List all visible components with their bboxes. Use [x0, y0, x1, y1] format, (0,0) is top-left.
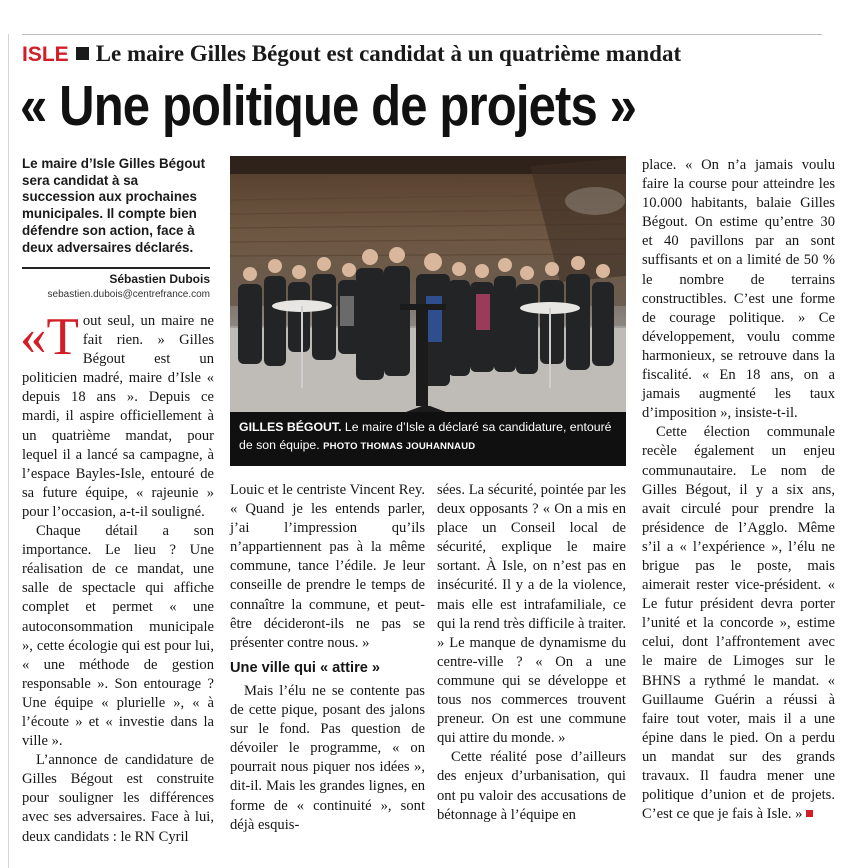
- rubric-label: ISLE: [22, 43, 69, 66]
- article-column-2: [230, 481, 425, 835]
- paragraph: Mais l’élu ne se contente pas de cette pique, posant des jalons sur le fond. Pas question de dévoiler le programme, « on pourrait nous piquer nos idées », dit-il. Mais les grandes lignes, en forme de « continuité », sont déjà esquis-: [230, 682, 425, 833]
- paragraph: Louic et le centriste Vincent Rey. « Quand je les entends parler, j’ai l’impression qu’ils n’appartiennent pas à la même commune, tance l’édile. Je leur conseille de prendre le temps de connaître la commune, et peut-être décideront-ils ne pas se présenter contre nous. »: [230, 482, 425, 651]
- closing-text: Cette élection communale recèle également un enjeu communautaire. Le nom de Gilles Bégout, il y a six ans, avait circulé pour prendre la présidence de l’Agglo. Même s’il a « l’expérience », l’élu ne brigue pas le poste, mais aimerait rester vice-président. « Le futur président devra porter l’unité et la concorde », estime celui, dont l’affrontement avec le maire de Limoges sur le BHNS a rythmé le mandat. « Guillaume Guérin a réussi à faire tout voter, mais il a une épine dans le pied. On a perdu un mandat sur des grands travaux. Il faudra mener une politique d’union et de projets. C’est ce que je fais à Isle. »: [642, 424, 835, 823]
- page-top-rule: [22, 34, 822, 35]
- column-divider: [8, 34, 9, 868]
- lead-paragraph: [20, 308, 214, 522]
- paragraph: sées. La sécurité, pointée par les deux opposants ? « On a mis en place un Conseil local de sécurité, explique le maire sortant. À Isle, on n’est pas en insécurité. Il y a de la violence, mais elle est intrafamiliale, ce qui la rend très difficile à traiter. » Le manque de dynamisme du centre-ville ? « On a une commune qui se développe et tous nos commerces trouvent preneur. On est une commune qui attire du monde. »: [437, 482, 626, 747]
- caption-name: GILLES BÉGOUT.: [239, 420, 342, 434]
- team-photo-illustration: [230, 156, 626, 412]
- paragraph: Cette réalité pose d’ailleurs des enjeux d’urbanisation, qui ont pu valoir des accusations de bétonnage à l’équipe en: [437, 749, 626, 823]
- team-photo: [230, 156, 626, 412]
- end-square-icon: [806, 810, 813, 817]
- intro-paragraph: Le maire d’Isle Gilles Bégout sera candidat à sa succession aux prochaines municipales. Il compte bien défendre son action, face à deux adversaires déclarés.: [22, 156, 206, 255]
- article-column-1: [20, 308, 214, 847]
- subtitle: Le maire Gilles Bégout est candidat à un quatrième mandat: [95, 41, 682, 66]
- dropcap: «T: [20, 308, 79, 366]
- square-bullet-icon: [76, 47, 89, 60]
- paragraph: L’annonce de candidature de Gilles Bégout est construite pour souligner les différences avec ses adversaires. Face à lui, deux candidats : le RN Cyril: [22, 752, 214, 845]
- paragraph: Chaque détail a son importance. Le lieu ? Une réalisation de ce mandat, une salle de spectacle qui affiche complet et permet « une autoconsommation municipale », cette écologie qui est pour lui, « une méthode de gestion responsable ». Son entourage ? Une équipe « plurielle », « à l’écoute » et « investie dans la ville ».: [22, 523, 214, 750]
- paragraph: [642, 423, 835, 824]
- caption-text: Le maire d’Isle a déclaré sa candidature, entouré de son équipe.: [239, 420, 612, 452]
- article-column-4: [642, 156, 835, 824]
- author-name: Sébastien Dubois: [109, 272, 210, 286]
- lead-text: out seul, un maire ne fait rien. » Gilles Bégout est un politicien madré, maire d’Isle « depuis 18 ans ». Depuis ce mardi, il aspire officiellement à un quatrième mandat, pour lequel il a lancé sa campagne, à l’espace Bayles-Isle, entouré de sa future équipe, « rajeunie » pour l’occasion, a-t-il souligné.: [22, 313, 214, 520]
- photo-caption: [230, 412, 626, 466]
- author-email[interactable]: sebastien.dubois@centrefrance.com: [47, 289, 210, 300]
- photo-credit: PHOTO THOMAS JOUHANNAUD: [323, 441, 476, 452]
- article-column-3: [437, 481, 626, 825]
- headline: « Une politique de projets »: [20, 74, 637, 138]
- kicker-line: [22, 41, 681, 68]
- paragraph: place. « On n’a jamais voulu faire la course pour atteindre les 10.000 habitants, balaie Gilles Bégout. On estime qu’entre 30 et 40 pavillons par an sont suffisants et on a limité de 50 % le nombre de terrains constructibles. C’est une forme de courage politique. » Ce développement, voulu comme harmonieux, se retrouve dans la fiscalité. « En 18 ans, on a jamais augmenté les taux d’imposition », insiste-t-il.: [642, 157, 835, 422]
- intertitle: Une ville qui « attire »: [230, 659, 381, 676]
- byline-rule: [22, 267, 210, 269]
